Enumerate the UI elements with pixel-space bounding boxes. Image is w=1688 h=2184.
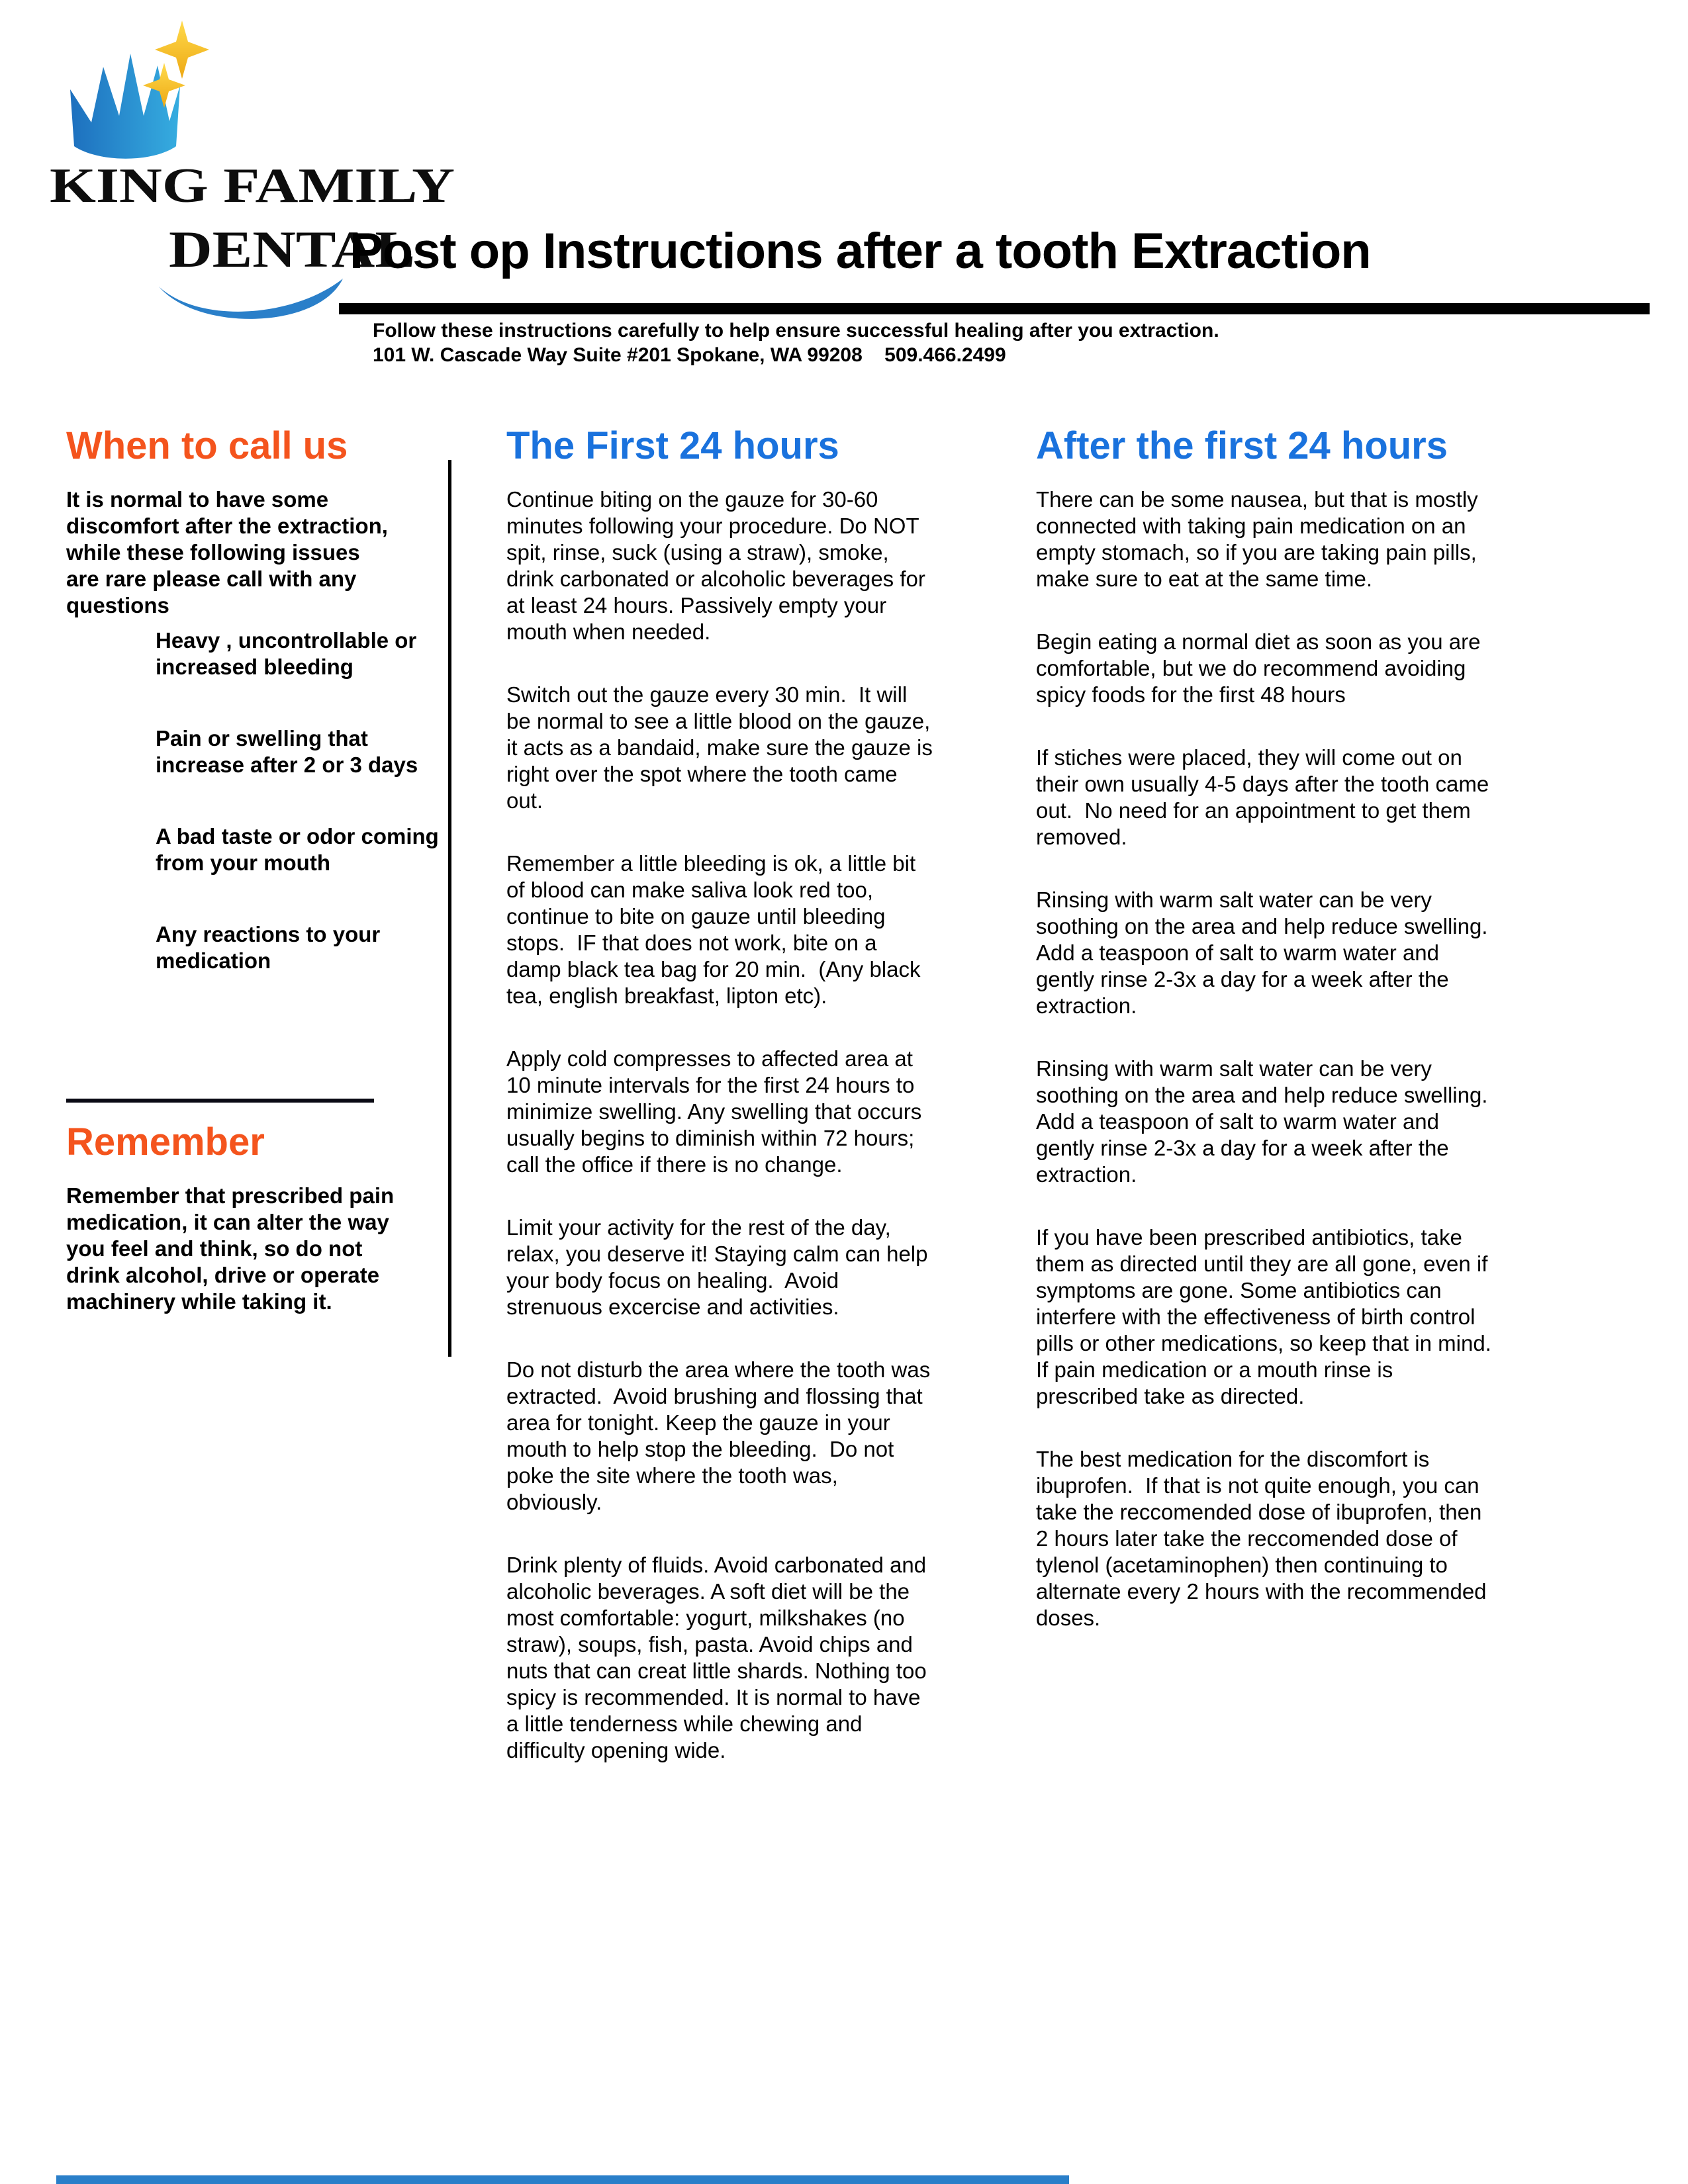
remember-body: Remember that prescribed pain medication, it can alter the way you feel and think, so do not drink alcohol, drive or operate machinery while taking it.	[66, 1183, 400, 1314]
when-to-call-item: A bad taste or odor coming from your mouth	[156, 824, 445, 875]
after-24-paragraph: The best medication for the discomfort is ibuprofen. If that is not quite enough, you can take the reccomended dose of ibuprofen, then 2 hours later take the reccomended dose of tylenol (acetaminophen) then continuing to alternate every 2 hours with the recommended doses.	[1036, 1447, 1493, 1630]
after-24-paragraphs	[1036, 486, 1499, 1631]
king-family-dental-logo	[46, 17, 477, 334]
first-24-paragraph: Do not disturb the area where the tooth was extracted. Avoid brushing and flossing that area for tonight. Keep the gauze in your mouth to help stop the bleeding. Do not poke the site where the tooth was, obviously.	[506, 1357, 937, 1514]
logo-text-king-family: KING FAMILY	[50, 159, 455, 213]
after-24-heading: After the first 24 hours	[1036, 424, 1448, 467]
after-24-paragraph: If stiches were placed, they will come out on their own usually 4-5 days after the tooth came out. No need for an appointment to get them removed.	[1036, 745, 1495, 849]
first-24-paragraph: Drink plenty of fluids. Avoid carbonated and alcoholic beverages. A soft diet will be the most comfortable: yogurt, milkshakes (no straw), soups, fish, pasta. Avoid chips and nuts that can creat little shards. Nothing too spicy is recommended. It is normal to have a little tenderness while chewing and difficulty opening wide.	[506, 1553, 933, 1762]
address-phone-line: 101 W. Cascade Way Suite #201 Spokane, WA 99208 509.466.2499	[373, 344, 1006, 366]
remember-heading: Remember	[66, 1120, 265, 1163]
after-24-paragraph: If you have been prescribed antibiotics, take them as directed until they are all gone, even if symptoms are gone. Some antibiotics can interfere with the effectiveness of birth control pills or other medications, so keep that in mind. If pain medication or a mouth rinse is prescribed take as directed.	[1036, 1225, 1498, 1408]
page-title: Post op Instructions after a tooth Extraction	[350, 223, 1371, 279]
after-24-paragraph: Rinsing with warm salt water can be very soothing on the area and help reduce swelling. Add a teaspoon of salt to warm water and gently rinse 2-3x a day for a week after the extraction.	[1036, 1056, 1499, 1187]
first-24-heading: The First 24 hours	[506, 424, 839, 467]
first-24-paragraph: Continue biting on the gauze for 30-60 minutes following your procedure. Do NOT spit, rinse, suck (using a straw), smoke, drink carbonated or alcoholic beverages for at least 24 hours. Passively empty your mouth when needed.	[506, 487, 932, 644]
column-divider-line	[448, 460, 451, 1357]
tagline: Follow these instructions carefully to help ensure successful healing after you extraction.	[373, 320, 1219, 341]
logo-text-dental: DENTAL	[169, 220, 415, 278]
remember-divider-line	[66, 1099, 374, 1103]
when-to-call-item: Heavy , uncontrollable or increased bleeding	[156, 628, 423, 679]
after-24-paragraph: Begin eating a normal diet as soon as you are comfortable, but we do recommend avoiding spicy foods for the first 48 hours	[1036, 629, 1487, 707]
section-when-to-call	[66, 424, 397, 619]
when-to-call-items	[156, 627, 445, 1019]
after-24-paragraph: There can be some nausea, but that is mostly connected with taking pain medication on an empty stomach, so if you are taking pain pills, make sure to eat at the same time.	[1036, 487, 1484, 591]
bottom-accent-bar	[56, 2175, 1069, 2184]
when-to-call-item: Any reactions to your medication	[156, 922, 387, 973]
first-24-paragraphs	[506, 486, 937, 1764]
when-to-call-intro: It is normal to have some discomfort after the extraction, while these following issues are rare please call with any questions	[66, 487, 395, 617]
section-first-24-hours	[506, 424, 937, 1800]
smile-swoosh-icon	[159, 279, 343, 319]
first-24-paragraph: Apply cold compresses to affected area at 10 minute intervals for the first 24 hours to minimize swelling. Any swelling that occurs usually begins to diminish within 72 hours; call the office if there is no change.	[506, 1046, 928, 1177]
when-to-call-heading: When to call us	[66, 424, 348, 467]
after-24-paragraph: Rinsing with warm salt water can be very soothing on the area and help reduce swelling. Add a teaspoon of salt to warm water and gently rinse 2-3x a day for a week after the extraction.	[1036, 887, 1499, 1018]
first-24-paragraph: Limit your activity for the rest of the day, relax, you deserve it! Staying calm can help your body focus on healing. Avoid strenuous excercise and activities.	[506, 1215, 934, 1319]
first-24-paragraph: Switch out the gauze every 30 min. It will be normal to see a little blood on the gauze, it acts as a bandaid, make sure the gauze is right over the spot where the tooth came out.	[506, 682, 939, 813]
section-after-24-hours	[1036, 424, 1499, 1668]
title-underline	[339, 303, 1650, 314]
when-to-call-item: Pain or swelling that increase after 2 or 3 days	[156, 726, 418, 777]
first-24-paragraph: Remember a little bleeding is ok, a little bit of blood can make saliva look red too, continue to bite on gauze until bleeding stops. IF that does not work, bite on a damp black tea bag for 20 min. (Any black tea, english breakfast, lipton etc).	[506, 851, 927, 1008]
section-remember	[66, 1120, 417, 1315]
